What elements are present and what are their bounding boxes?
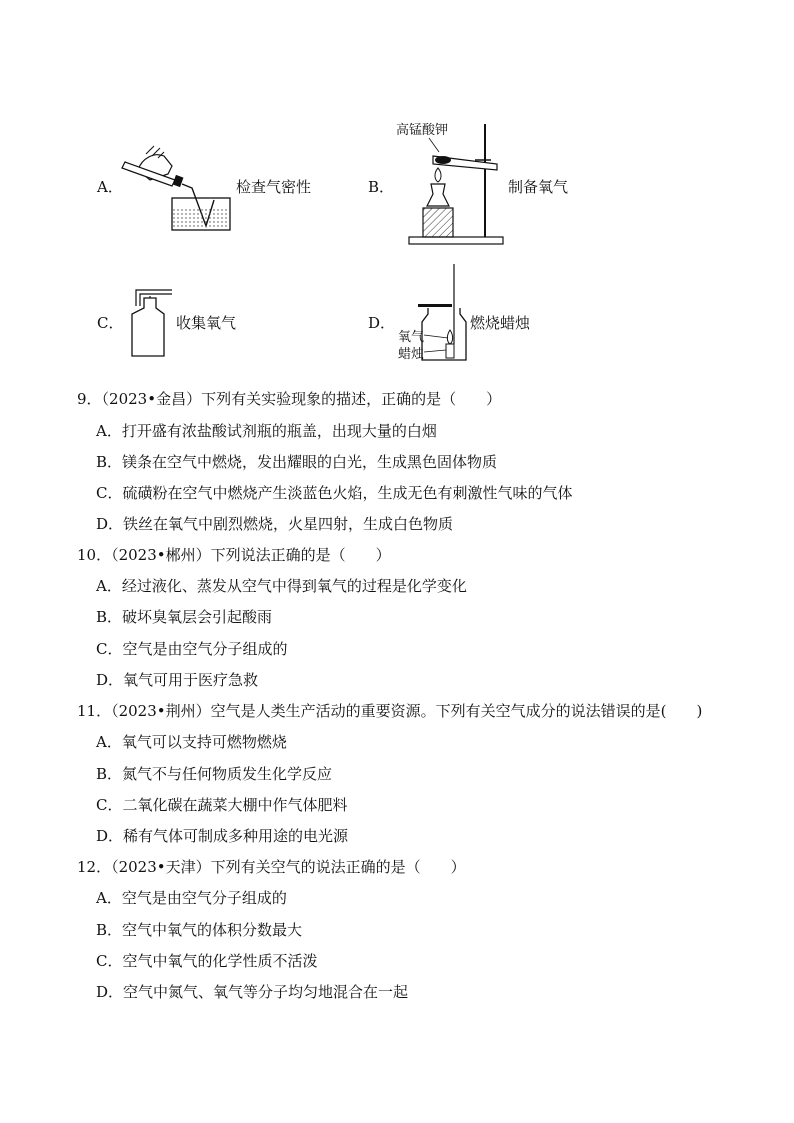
question-9-option-a: A．打开盛有浓盐酸试剂瓶的瓶盖，出现大量的白烟 (96, 422, 437, 440)
question-10-option-a: A．经过液化、蒸发从空气中得到氧气的过程是化学变化 (96, 577, 467, 595)
question-11-option-c: C．二氧化碳在蔬菜大棚中作气体肥料 (96, 796, 348, 814)
question-9-stem: 9．（2023•金昌）下列有关实验现象的描述，正确的是（ ） (77, 390, 502, 408)
option-b-caption: 制备氧气 (508, 178, 569, 196)
option-a-letter: A． (97, 178, 123, 196)
candle-burning-illustration (418, 264, 478, 364)
question-11-stem: 11．（2023•荆州）空气是人类生产活动的重要资源。下列有关空气成分的说法错误的是( ) (77, 702, 703, 720)
oxygen-label: 氧气 (398, 330, 425, 345)
option-a-caption: 检查气密性 (236, 178, 312, 196)
question-12-option-a: A．空气是由空气分子组成的 (96, 889, 287, 907)
option-c-letter: C． (97, 314, 124, 332)
question-12-option-d: D．空气中氮气、氧气等分子均匀地混合在一起 (96, 983, 409, 1001)
oxygen-preparation-illustration (405, 122, 505, 247)
question-12-option-c: C．空气中氧气的化学性质不活泼 (96, 952, 318, 970)
question-12-option-b: B．空气中氧气的体积分数最大 (96, 921, 303, 939)
option-c-caption: 收集氧气 (176, 314, 237, 332)
question-9-option-b: B．镁条在空气中燃烧，发出耀眼的白光，生成黑色固体物质 (96, 453, 498, 471)
question-9-option-c: C．硫磺粉在空气中燃烧产生淡蓝色火焰，生成无色有刺激性气味的气体 (96, 484, 573, 502)
question-11-option-a: A．氧气可以支持可燃物燃烧 (96, 733, 287, 751)
question-10-option-b: B．破坏臭氧层会引起酸雨 (96, 608, 273, 626)
question-11-option-b: B．氮气不与任何物质发生化学反应 (96, 765, 333, 783)
candle-label: 蜡烛 (398, 347, 425, 362)
question-10-stem: 10．（2023•郴州）下列说法正确的是（ ） (77, 546, 391, 564)
question-10-option-d: D．氧气可用于医疗急救 (96, 671, 259, 689)
question-10-option-c: C．空气是由空气分子组成的 (96, 640, 288, 658)
question-11-option-d: D．稀有气体可制成多种用途的电光源 (96, 827, 349, 845)
oxygen-collection-illustration (128, 284, 178, 359)
question-9-option-d: D．铁丝在氧气中剧烈燃烧，火星四射，生成白色物质 (96, 515, 454, 533)
airtightness-test-illustration (120, 140, 230, 235)
question-12-stem: 12．（2023•天津）下列有关空气的说法正确的是（ ） (77, 858, 466, 876)
option-d-letter: D． (368, 314, 396, 332)
option-b-letter: B． (368, 178, 395, 196)
potassium-permanganate-label: 高锰酸钾 (396, 123, 449, 138)
option-d-caption: 燃烧蜡烛 (470, 314, 531, 332)
